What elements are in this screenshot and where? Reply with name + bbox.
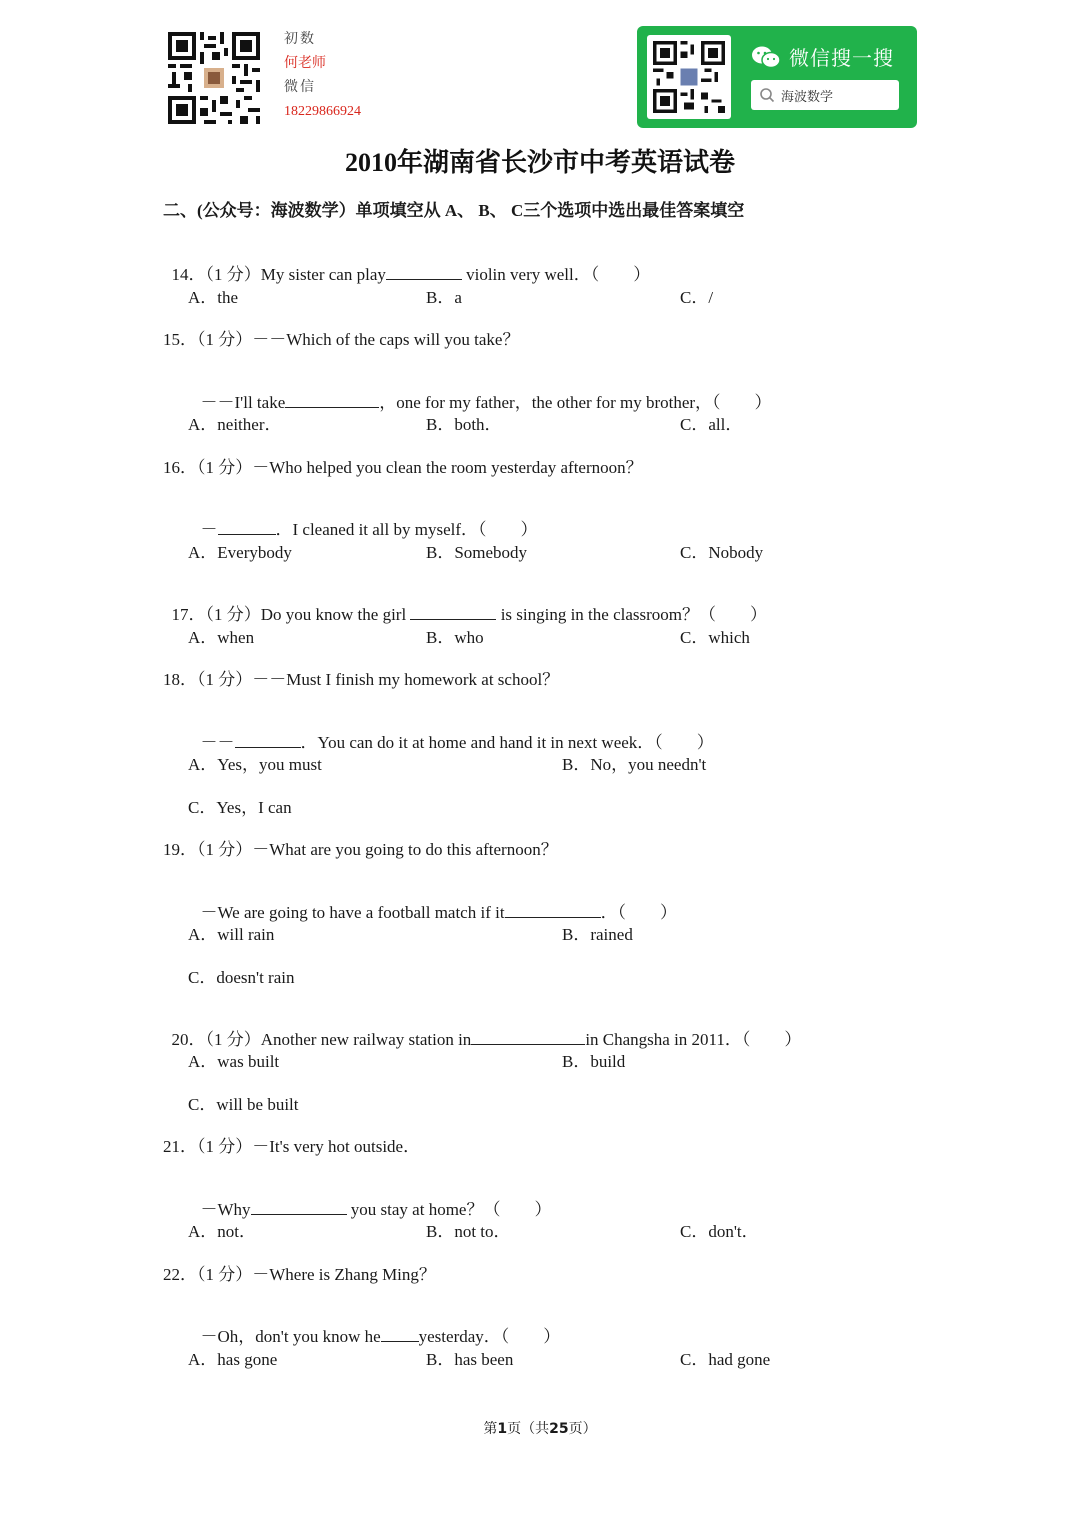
question-18-option-a: A．Yes，you must (188, 755, 322, 774)
stem-text-after: violin very well．（ ） (461, 265, 651, 284)
question-15-option-c: C．all． (680, 415, 743, 434)
question-18-option-b: B．No，you needn't (562, 755, 707, 774)
answer-blank (381, 1327, 419, 1342)
question-14-stem (163, 240, 650, 285)
answer-blank (505, 903, 601, 918)
contact-info (284, 28, 361, 124)
question-14-option-b: B．a (426, 288, 462, 307)
question-20-option-a: A．was built (188, 1052, 280, 1071)
question-17-option-b: B．who (426, 628, 484, 647)
question-22-option-b: B．has been (426, 1350, 514, 1369)
question-19-reply (192, 878, 677, 923)
question-20-option-b: B．build (562, 1052, 626, 1071)
question-19-option-c: C．doesn't rain (188, 968, 295, 987)
page-footer (0, 1418, 1080, 1438)
footer-suffix: 页） (568, 1421, 597, 1437)
question-14-option-a: A．the (188, 288, 239, 307)
question-21-stem: 21．（1 分）－It's very hot outside． (163, 1137, 421, 1156)
contact-phone: 18229866924 (284, 104, 361, 119)
question-18-stem: 18．（1 分）－－Must I finish my homework at school？ (163, 670, 560, 689)
question-21-option-a: A．not． (188, 1222, 256, 1241)
question-21-reply (192, 1175, 551, 1220)
search-icon (759, 87, 775, 103)
stem-text-after: is singing in the classroom？（ ） (496, 605, 768, 624)
wechat-search-title-text: 微信搜一搜 (789, 46, 894, 70)
reply-text: －Why (200, 1200, 251, 1219)
footer-total-pages: 25 (549, 1421, 569, 1437)
question-17-stem (163, 580, 767, 625)
question-16-option-a: A．Everybody (188, 543, 292, 562)
reply-text: － (200, 520, 218, 539)
footer-prefix: 第 (483, 1421, 498, 1437)
reply-text: －We are going to have a football match if it (200, 903, 505, 922)
question-16-stem: 16．（1 分）－Who helped you clean the room yesterday afternoon？ (163, 458, 643, 477)
stem-text: 20．（1 分）Another new railway station in (171, 1030, 472, 1049)
question-15-stem: 15．（1 分）－－Which of the caps will you take？ (163, 330, 520, 349)
question-19-stem: 19．（1 分）－What are you going to do this afternoon？ (163, 840, 558, 859)
reply-text-after: you stay at home？（ ） (346, 1200, 552, 1219)
question-22-reply (192, 1302, 560, 1347)
answer-blank (235, 733, 301, 748)
reply-text: －－I'll take (200, 393, 286, 412)
question-15-reply (192, 368, 772, 413)
wechat-search-text: 海波数学 (781, 89, 834, 105)
reply-text-after: ．I cleaned it all by myself．（ ） (275, 520, 538, 539)
reply-text-after: yesterday．（ ） (418, 1327, 561, 1346)
wechat-logo-icon (751, 45, 781, 69)
reply-text-after: ．（ ） (600, 903, 678, 922)
wechat-qr-code-icon (653, 41, 725, 113)
page-title: 2010年湖南省长沙市中考英语试卷 (344, 148, 735, 177)
reply-text: －Oh，don't you know he (200, 1327, 381, 1346)
question-16-option-c: C．Nobody (680, 543, 764, 562)
contact-line3: 微信 (284, 80, 316, 95)
qr-code-icon (168, 32, 260, 124)
question-18-option-c: C．Yes，I can (188, 798, 292, 817)
question-22-option-a: A．has gone (188, 1350, 278, 1369)
question-20-option-c: C．will be built (188, 1095, 299, 1114)
contact-line2: 何老师 (284, 56, 326, 71)
question-20-stem (163, 1005, 801, 1050)
contact-line1: 初数 (284, 32, 316, 47)
wechat-search-field[interactable] (751, 80, 899, 110)
question-14-option-c: C．/ (680, 288, 714, 307)
question-21-option-c: C．don't． (680, 1222, 759, 1241)
question-16-reply (192, 495, 538, 540)
reply-text-after: ，one for my father，the other for my brother，（ ） (379, 393, 772, 412)
answer-blank (285, 393, 379, 408)
question-19-option-b: B．rained (562, 925, 633, 944)
section-heading: 二、(公众号：海波数学）单项填空从 A、 B、 C三个选项中选出最佳答案填空 (163, 201, 745, 220)
question-22-stem: 22．（1 分）－Where is Zhang Ming？ (163, 1265, 436, 1284)
question-17-option-c: C．which (680, 628, 750, 647)
question-18-reply (192, 708, 714, 753)
question-16-option-b: B．Somebody (426, 543, 528, 562)
answer-blank (410, 605, 496, 620)
wechat-search-title (751, 42, 894, 71)
answer-blank (218, 520, 276, 535)
stem-text: 14．（1 分）My sister can play (171, 265, 386, 284)
question-19-option-a: A．will rain (188, 925, 275, 944)
question-17-option-a: A．when (188, 628, 255, 647)
question-21-option-b: B．not to． (426, 1222, 511, 1241)
answer-blank (471, 1030, 585, 1045)
reply-text: －－ (200, 733, 235, 752)
answer-blank (386, 265, 462, 280)
stem-text: 17．（1 分）Do you know the girl (171, 605, 411, 624)
wechat-search-banner[interactable] (637, 26, 917, 128)
question-22-option-c: C．had gone (680, 1350, 771, 1369)
footer-page-number: 1 (497, 1421, 508, 1437)
stem-text-after: in Changsha in 2011．（ ） (585, 1030, 802, 1049)
answer-blank (251, 1200, 347, 1215)
footer-middle: 页（共 (507, 1421, 550, 1437)
reply-text-after: ．You can do it at home and hand it in next week．（ ） (300, 733, 714, 752)
question-15-option-a: A．neither． (188, 415, 282, 434)
question-15-option-b: B．both． (426, 415, 502, 434)
